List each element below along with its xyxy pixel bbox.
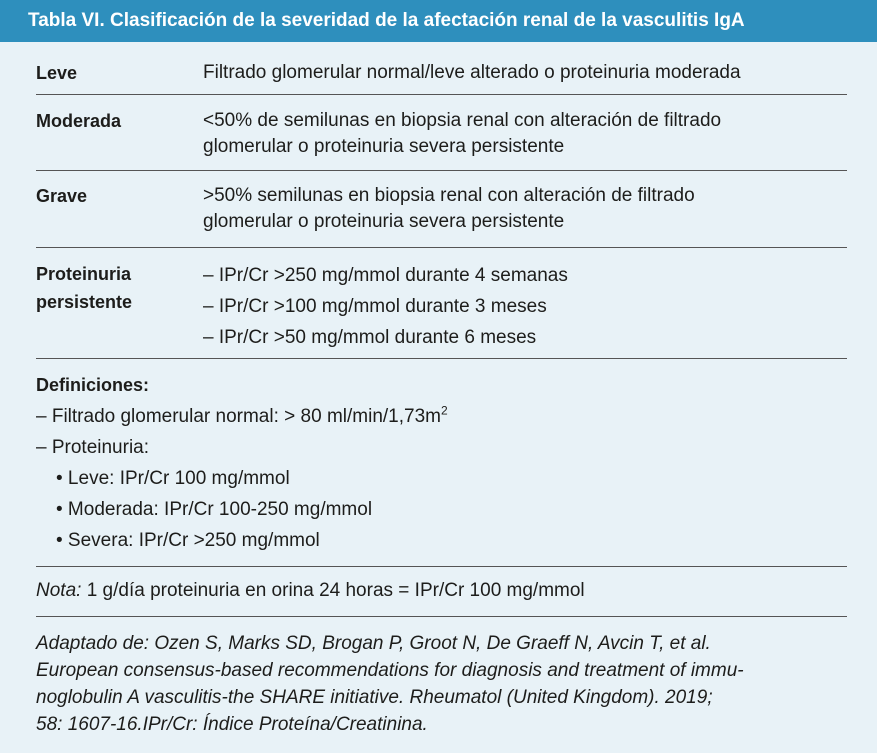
definitions-block bbox=[36, 370, 847, 556]
table-note bbox=[36, 578, 847, 604]
row-divider bbox=[36, 247, 847, 248]
row-label: Grave bbox=[36, 186, 88, 206]
note-label: Nota: bbox=[36, 580, 82, 601]
definition-item: • Leve: IPr/Cr 100 mg/mmol bbox=[56, 468, 290, 489]
row-divider bbox=[36, 358, 847, 359]
row-label: Moderada bbox=[36, 111, 122, 131]
row-divider bbox=[36, 566, 847, 567]
definition-proteinuria: – Proteinuria: bbox=[36, 437, 150, 458]
table-title: Tabla VI. Clasificación de la severidad de la afectación renal de la vasculitis IgA bbox=[0, 0, 877, 42]
row-description: >50% semilunas en biopsia renal con alteración de filtrado glomerular o proteinuria severa persistente bbox=[203, 185, 695, 232]
definitions-title: Definiciones: bbox=[36, 375, 150, 395]
row-description: <50% de semilunas en biopsia renal con alteración de filtrado glomerular o proteinuria severa persistente bbox=[203, 110, 722, 157]
definition-gfr: – Filtrado glomerular normal: > 80 $ml/\min/1,73m^2$ bbox=[36, 403, 448, 427]
row-divider bbox=[36, 170, 847, 171]
row-label: Leve bbox=[36, 63, 78, 83]
definition-item: • Severa: IPr/Cr >250 mg/mmol bbox=[56, 530, 320, 551]
row-label: Proteinuria persistente bbox=[36, 264, 133, 312]
row-divider bbox=[36, 94, 847, 95]
note-text: 1 g/día proteinuria en orina 24 horas = IPr/Cr 100 mg/mmol bbox=[81, 580, 585, 601]
row-divider bbox=[36, 616, 847, 617]
row-description: Filtrado glomerular normal/leve alterado o proteinuria moderada bbox=[203, 62, 741, 83]
table-source: Adaptado de: Ozen S, Marks SD, Brogan P, Groot N, De Graeff N, Avcin T, et al. European consensus-based recommendations for diagnosis and treatment of immu- noglobulin A vasculitis-the SHARE initiative. Rheumatol (United Kingdom). 2019; 58: 1607-16.IPr/Cr: Índice Proteína/Creatinina. bbox=[36, 633, 744, 735]
row-description: – IPr/Cr >250 mg/mmol durante 4 semanas – IPr/Cr >100 mg/mmol durante 3 meses – IPr/Cr >50 mg/mmol durante 6 meses bbox=[203, 265, 568, 348]
definition-item: • Moderada: IPr/Cr 100-250 mg/mmol bbox=[56, 499, 373, 520]
